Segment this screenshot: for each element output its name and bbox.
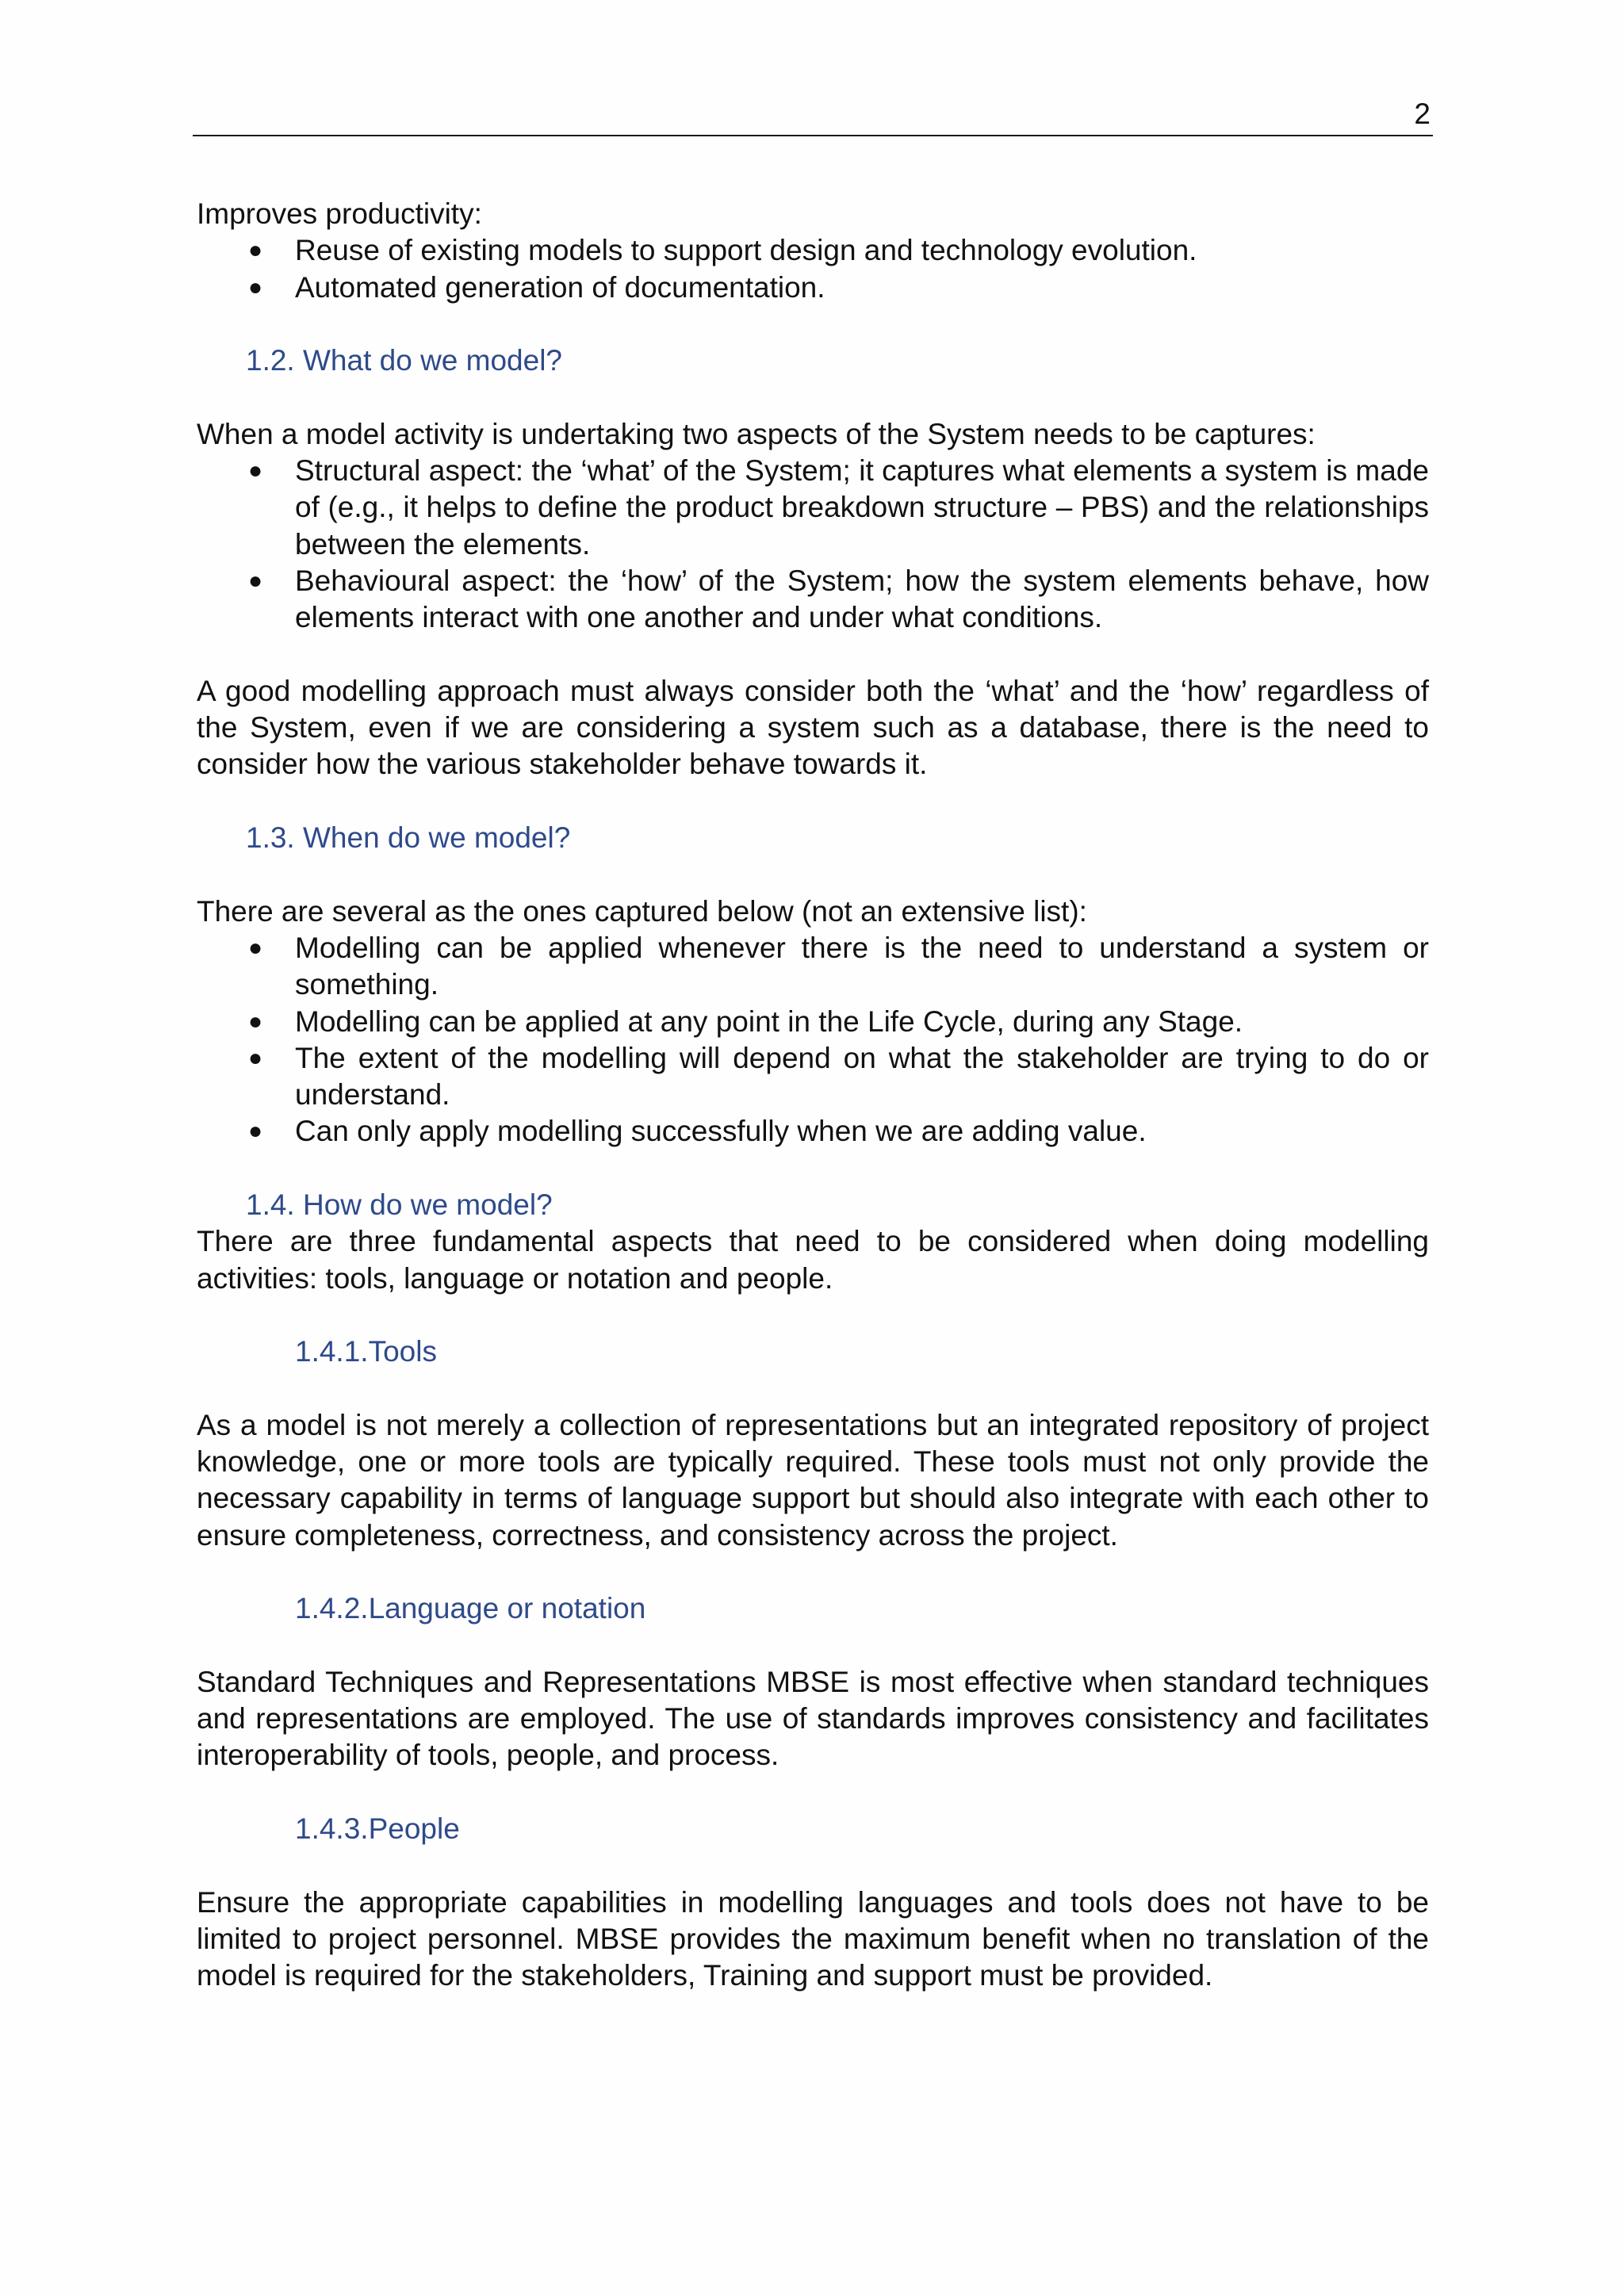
- list-item: [197, 453, 1429, 563]
- subsection-people-paragraph: Ensure the appropriate capabilities in modelling languages and tools does not have to be limited to project personnel. MBSE provides the maximum benefit when no translation of the model is required for the stakeholders, Training and support must be provided.: [197, 1885, 1429, 1992]
- section-when-lead: There are several as the ones captured below (not an extensive list):: [197, 894, 1087, 928]
- section-heading-how: 1.4. How do we model?: [246, 1188, 553, 1222]
- list-item-text: Modelling can be applied at any point in the Life Cycle, during any Stage.: [295, 1004, 1243, 1038]
- list-item-text: Automated generation of documentation.: [295, 270, 825, 304]
- intro-lead: Improves productivity:: [197, 197, 482, 230]
- list-item: [197, 1113, 1429, 1150]
- list-item-text: Structural aspect: the ‘what’ of the System; it captures what elements a system is made of (e.g., it helps to define the product breakdown structure – PBS) and the relationships between the elements.: [295, 454, 1429, 561]
- page-number: 2: [1414, 98, 1431, 130]
- subsection-tools-paragraph: As a model is not merely a collection of representations but an integrated repository of project knowledge, one or more tools are typically required. These tools must not only provide the necessary capability in terms of language support but should also integrate with each other to ensure completeness, correctness, and consistency across the project.: [197, 1408, 1429, 1552]
- subsection-heading-tools: 1.4.1.Tools: [295, 1335, 437, 1368]
- list-item-text: Reuse of existing models to support design and technology evolution.: [295, 234, 1197, 267]
- bullet-icon: ●: [248, 457, 263, 484]
- list-item-text: The extent of the modelling will depend on what the stakeholder are trying to do or understand.: [295, 1041, 1429, 1112]
- page-content: [197, 196, 1429, 1995]
- header-rule: [193, 135, 1433, 136]
- list-item: [197, 270, 1429, 306]
- subsection-heading-people: 1.4.3.People: [295, 1812, 460, 1846]
- section-what-bullet-list: [197, 453, 1429, 636]
- list-item: [197, 1004, 1429, 1040]
- list-item: [197, 1040, 1429, 1114]
- bullet-icon: ●: [248, 1118, 263, 1145]
- bullet-icon: ●: [248, 237, 263, 264]
- subsection-heading-language: 1.4.2.Language or notation: [295, 1592, 646, 1625]
- section-what-paragraph: A good modelling approach must always consider both the ‘what’ and the ‘how’ regardless of the System, even if we are considering a system such as a database, there is the need to consider how the various stakeholder behave towards it.: [197, 674, 1429, 781]
- bullet-icon: ●: [248, 567, 263, 594]
- section-what-lead: When a model activity is undertaking two aspects of the System needs to be captures:: [197, 417, 1316, 450]
- section-how-paragraph: There are three fundamental aspects that need to be considered when doing modelling activities: tools, language or notation and people.: [197, 1225, 1429, 1295]
- list-item-text: Modelling can be applied whenever there is the need to understand a system or something.: [295, 931, 1429, 1001]
- bullet-icon: ●: [248, 1008, 263, 1035]
- section-when-bullet-list: [197, 930, 1429, 1150]
- list-item: [197, 232, 1429, 269]
- list-item-text: Can only apply modelling successfully when we are adding value.: [295, 1115, 1147, 1148]
- section-heading-what: 1.2. What do we model?: [246, 344, 562, 377]
- subsection-language-paragraph: Standard Techniques and Representations MBSE is most effective when standard techniques and representations are employed. The use of standards improves consistency and facilitates interoperability of tools, people, and process.: [197, 1665, 1429, 1772]
- bullet-icon: ●: [248, 274, 263, 300]
- intro-bullet-list: [197, 232, 1429, 306]
- section-heading-when: 1.3. When do we model?: [246, 821, 571, 855]
- list-item: [197, 930, 1429, 1004]
- list-item: [197, 563, 1429, 637]
- bullet-icon: ●: [248, 934, 263, 961]
- list-item-text: Behavioural aspect: the ‘how’ of the System; how the system elements behave, how elements interact with one another and under what conditions.: [295, 564, 1429, 634]
- bullet-icon: ●: [248, 1044, 263, 1071]
